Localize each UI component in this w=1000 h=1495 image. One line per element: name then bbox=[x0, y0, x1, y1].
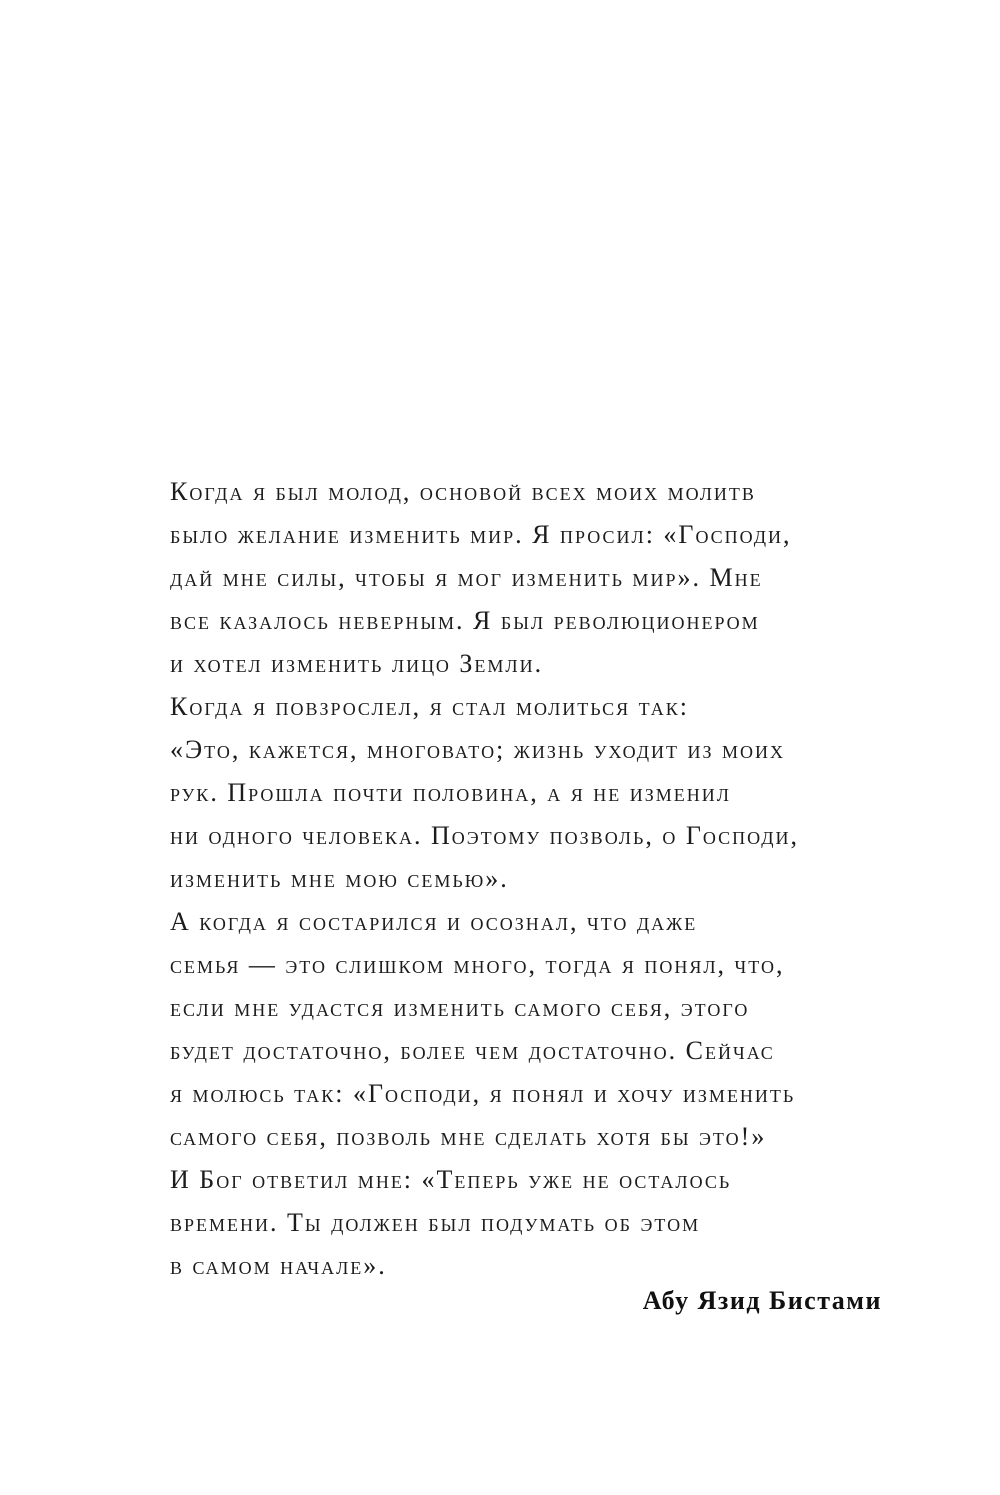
quote-line: я молюсь так: «Господи, я понял и хочу изменить bbox=[170, 1079, 796, 1108]
quote-line: Когда я повзрослел, я стал молиться так: bbox=[170, 692, 690, 721]
quote-line: семья — это слишком много, тогда я понял, что, bbox=[170, 950, 785, 979]
quote-line: самого себя, позволь мне сделать хотя бы это!» bbox=[170, 1122, 767, 1151]
quote-line: изменить мне мою семью». bbox=[170, 864, 509, 893]
quote-line: все казалось неверным. Я был революционером bbox=[170, 606, 760, 635]
quote-line: А когда я состарился и осознал, что даже bbox=[170, 907, 698, 936]
quote-line: будет достаточно, более чем достаточно. Сейчас bbox=[170, 1036, 775, 1065]
quote-line: И Бог ответил мне: «Теперь уже не осталось bbox=[170, 1165, 732, 1194]
quote-line: рук. Прошла почти половина, а я не изменил bbox=[170, 778, 731, 807]
quote-line: Когда я был молод, основой всех моих молитв bbox=[170, 477, 756, 506]
quote-line: если мне удастся изменить самого себя, этого bbox=[170, 993, 750, 1022]
quote-line: дай мне силы, чтобы я мог изменить мир». Мне bbox=[170, 563, 763, 592]
quote-line: «Это, кажется, многовато; жизнь уходит из моих bbox=[170, 735, 785, 764]
quote-line: в самом начале». bbox=[170, 1251, 387, 1280]
quote-text bbox=[170, 470, 900, 1287]
quote-attribution: Абу Язид Бистами bbox=[642, 1286, 882, 1315]
quote-line: времени. Ты должен был подумать об этом bbox=[170, 1208, 701, 1237]
quote-line: было желание изменить мир. Я просил: «Господи, bbox=[170, 520, 792, 549]
quote-line: и хотел изменить лицо Земли. bbox=[170, 649, 544, 678]
quote-line: ни одного человека. Поэтому позволь, о Господи, bbox=[170, 821, 799, 850]
